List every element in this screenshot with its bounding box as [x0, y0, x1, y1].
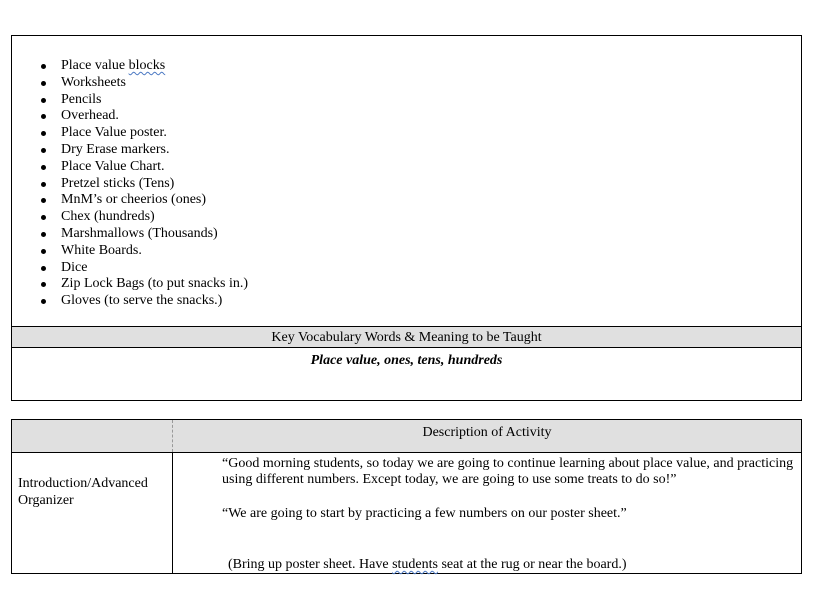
- list-item: Chex (hundreds): [12, 209, 248, 226]
- bullet-icon: [41, 98, 46, 103]
- list-item: Pencils: [12, 92, 248, 109]
- spellcheck-word: blocks: [128, 58, 166, 73]
- bullet-icon: [41, 148, 46, 153]
- bullet-icon: [41, 198, 46, 203]
- list-item: Dice: [12, 260, 248, 277]
- vocabulary-heading: Key Vocabulary Words & Meaning to be Taught: [12, 326, 801, 348]
- vocabulary-words: Place value, ones, tens, hundreds: [310, 353, 503, 368]
- bullet-icon: [41, 266, 46, 271]
- bullet-icon: [41, 282, 46, 287]
- materials-table: [11, 35, 802, 401]
- list-item: Worksheets: [12, 75, 248, 92]
- bullet-icon: [41, 215, 46, 220]
- bullet-icon: [41, 131, 46, 136]
- bullet-icon: [41, 114, 46, 119]
- activity-header-row: [12, 420, 801, 453]
- list-item: Place Value poster.: [12, 125, 248, 142]
- activity-paragraph: “Good morning students, so today we are going to continue learning about place value, and practicing using different numbers. Except today, we are going to use some treats to do so!”: [222, 456, 794, 487]
- list-item: Place Value Chart.: [12, 159, 248, 176]
- activity-heading: Description of Activity: [422, 425, 552, 440]
- bullet-icon: [41, 299, 46, 304]
- bullet-icon: [41, 81, 46, 86]
- bullet-icon: [41, 249, 46, 254]
- list-item: Place value blocks: [12, 58, 248, 75]
- list-item: Pretzel sticks (Tens): [12, 176, 248, 193]
- activity-table: [11, 419, 802, 574]
- list-item: Gloves (to serve the snacks.): [12, 293, 248, 310]
- bullet-icon: [41, 64, 46, 69]
- list-item: MnM’s or cheerios (ones): [12, 192, 248, 209]
- list-item: Marshmallows (Thousands): [12, 226, 248, 243]
- activity-paragraph: (Bring up poster sheet. Have students seat at the rug or near the board.): [228, 557, 627, 572]
- list-item: White Boards.: [12, 243, 248, 260]
- list-item: Dry Erase markers.: [12, 142, 248, 159]
- column-divider: [172, 453, 173, 573]
- activity-paragraph: “We are going to start by practicing a few numbers on our poster sheet.”: [222, 506, 627, 521]
- bullet-icon: [41, 182, 46, 187]
- list-item: Overhead.: [12, 108, 248, 125]
- materials-list: [12, 58, 248, 310]
- spellcheck-word: students: [392, 557, 438, 572]
- row-label: Introduction/Advanced Organizer: [18, 476, 148, 508]
- bullet-icon: [41, 232, 46, 237]
- list-item: Zip Lock Bags (to put snacks in.): [12, 276, 248, 293]
- bullet-icon: [41, 165, 46, 170]
